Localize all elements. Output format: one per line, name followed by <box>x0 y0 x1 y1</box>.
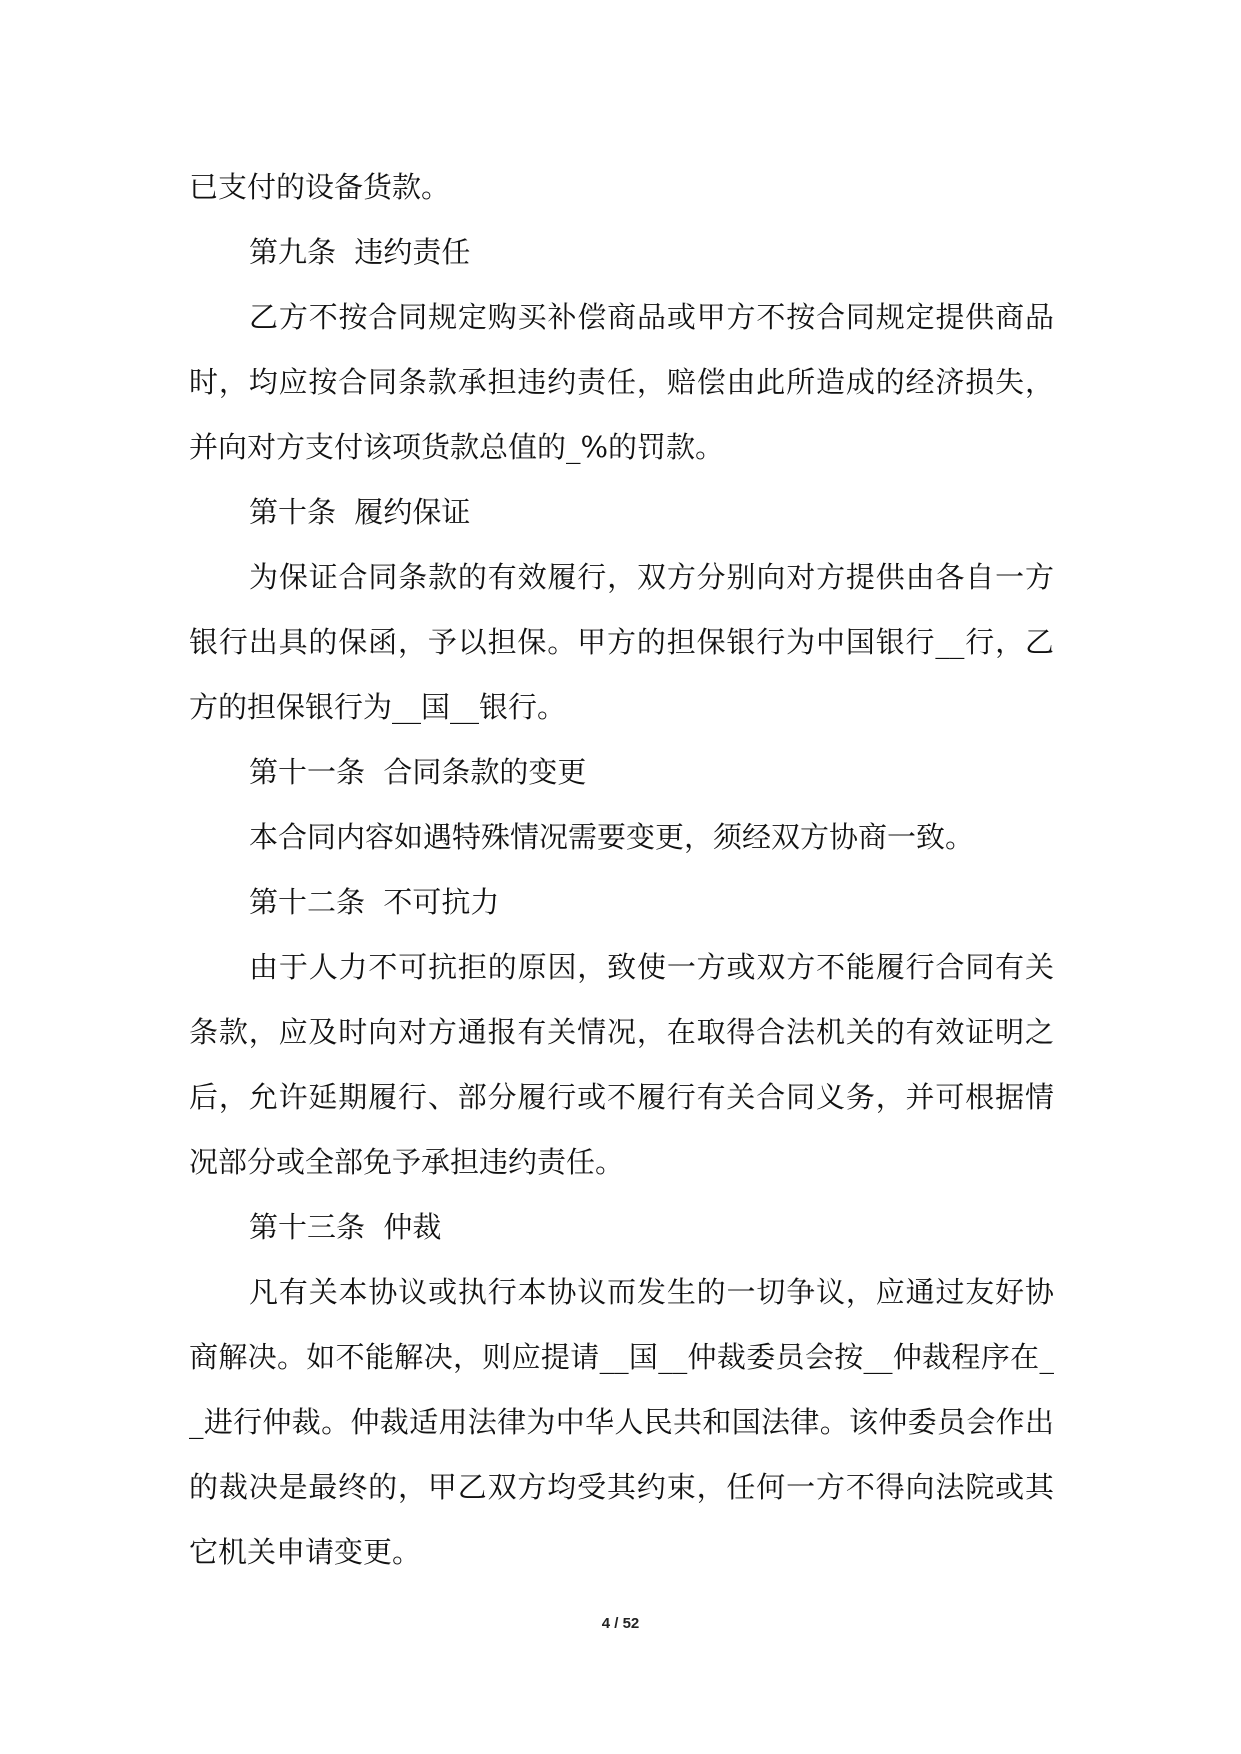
article-12-body: 由于人力不可抗拒的原因，致使一方或双方不能履行合同有关条款，应及时向对方通报有关情况，在取得合法机关的有效证明之后，允许延期履行、部分履行或不履行有关合同义务，并可根据情况部分或全部免予承担违约责任。 <box>189 950 1054 1179</box>
article-11-body: 本合同内容如遇特殊情况需要变更，须经双方协商一致。 <box>249 820 975 854</box>
article-13-body: 凡有关本协议或执行本协议而发生的一切争议，应通过友好协商解决。如不能解决，则应提请__国__仲裁委员会按__仲裁程序在__进行仲裁。仲裁适用法律为中华人民共和国法律。该仲委员会作出的裁决是最终的，甲乙双方均受其约束，任何一方不得向法院或其它机关申请变更。 <box>189 1275 1054 1569</box>
article-9-heading: 第九条 违约责任 <box>249 235 471 269</box>
paragraph-continued: 已支付的设备货款。 <box>189 170 451 204</box>
article-9-body: 乙方不按合同规定购买补偿商品或甲方不按合同规定提供商品时，均应按合同条款承担违约责任，赔偿由此所造成的经济损失，并向对方支付该项货款总值的_%的罚款。 <box>189 300 1054 464</box>
document-body <box>189 155 1054 1585</box>
page-number: 4 / 52 <box>601 1615 640 1632</box>
article-10-heading: 第十条 履约保证 <box>249 495 471 529</box>
article-10-body: 为保证合同条款的有效履行，双方分别向对方提供由各自一方银行出具的保函，予以担保。甲方的担保银行为中国银行__行，乙方的担保银行为__国__银行。 <box>189 560 1054 724</box>
article-11-heading: 第十一条 合同条款的变更 <box>249 755 587 789</box>
article-13-heading: 第十三条 仲裁 <box>249 1210 442 1244</box>
article-12-heading: 第十二条 不可抗力 <box>249 885 500 919</box>
